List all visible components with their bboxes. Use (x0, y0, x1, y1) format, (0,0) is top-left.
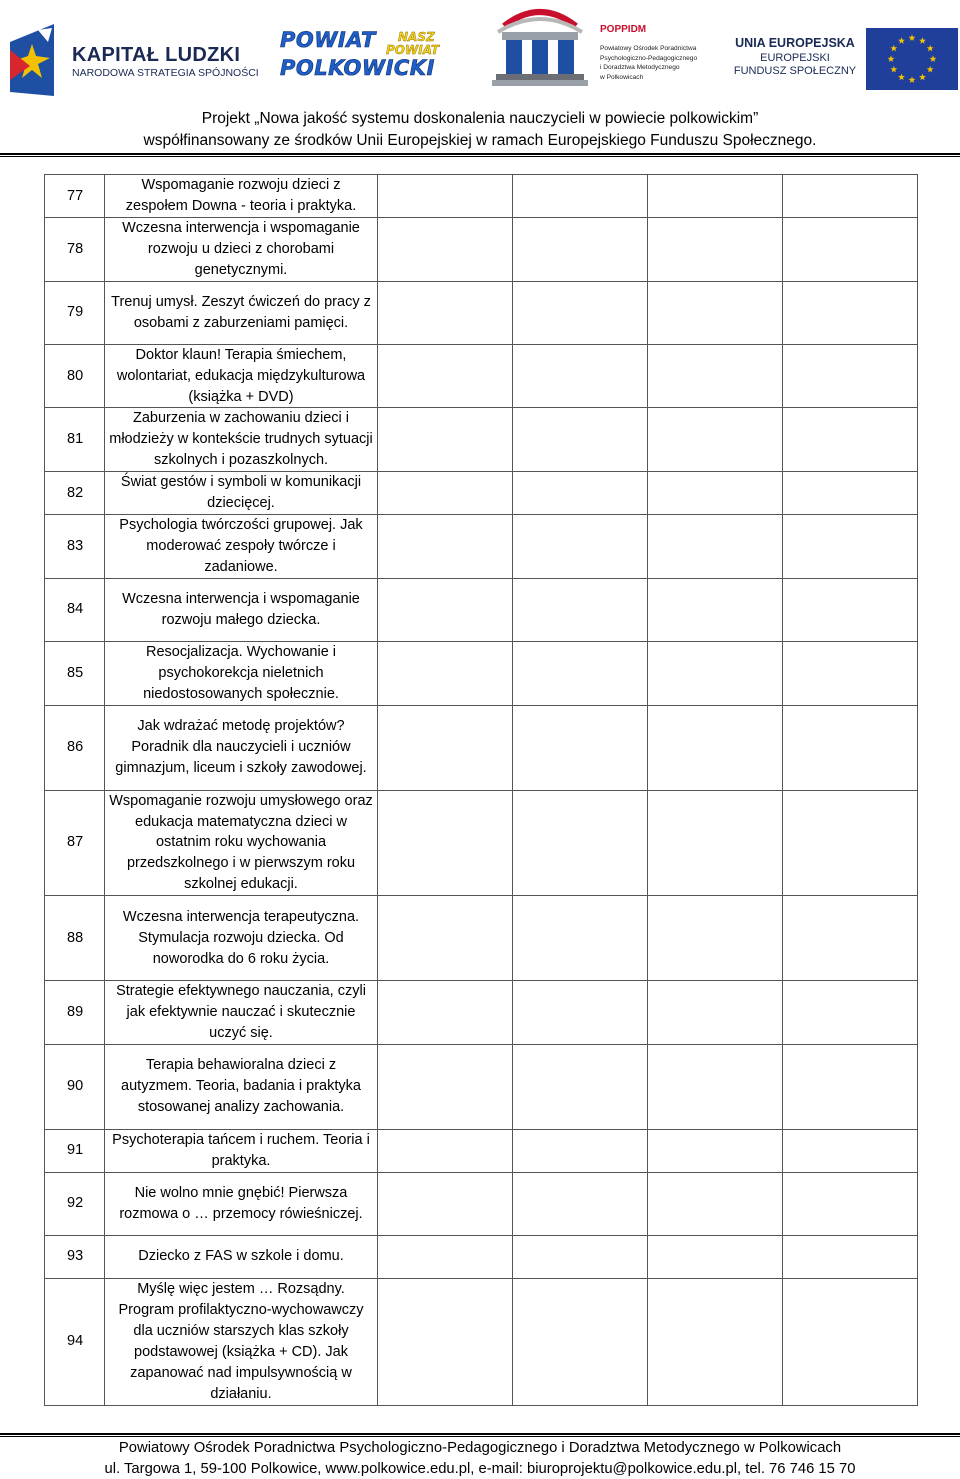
empty-cell (513, 1129, 648, 1172)
row-title: Jak wdrażać metodę projektów? Poradnik dla nauczycieli i uczniów gimnazjum, liceum i szkoły zawodowej. (115, 718, 367, 777)
empty-cell (783, 790, 918, 896)
row-number: 92 (67, 1195, 84, 1212)
row-number-cell (45, 981, 105, 1045)
table-row (45, 896, 918, 981)
powiat-polkowicki-logo (280, 28, 438, 84)
poppidm-line: i Doradztwa Metodycznego (600, 64, 680, 72)
footer-contact: ul. Targowa 1, 59-100 Polkowice, www.polkowice.edu.pl, e-mail: biuroprojektu@polkowice.edu.pl, tel. 76 746 15 70 (104, 1461, 856, 1477)
empty-cell (513, 1235, 648, 1278)
empty-cell (513, 578, 648, 641)
powiat-logo-nasz: NASZ (398, 30, 435, 44)
table-row (45, 981, 918, 1045)
table-row (45, 705, 918, 790)
empty-cell (648, 1235, 783, 1278)
empty-cell (378, 1129, 513, 1172)
row-number-cell (45, 472, 105, 515)
row-number-cell (45, 1172, 105, 1235)
row-title-cell (105, 281, 378, 344)
poppidm-description (600, 44, 697, 82)
empty-cell (783, 705, 918, 790)
table-row (45, 344, 918, 408)
row-number-cell (45, 896, 105, 981)
empty-cell (648, 408, 783, 472)
row-title-cell (105, 1235, 378, 1278)
empty-cell (648, 578, 783, 641)
row-number-cell (45, 578, 105, 641)
eu-flag-icon (866, 28, 958, 90)
empty-cell (783, 578, 918, 641)
empty-cell (648, 641, 783, 705)
powiat-logo-line2: POLKOWICKI (280, 56, 435, 80)
row-number-cell (45, 175, 105, 218)
row-title-cell (105, 218, 378, 282)
header-divider-thin (0, 156, 960, 157)
project-title-line1: Projekt „Nowa jakość systemu doskonalenia nauczycieli w powiecie polkowickim” (201, 110, 759, 127)
empty-cell (378, 1044, 513, 1129)
eu-logo-text (728, 36, 862, 77)
row-title-cell (105, 578, 378, 641)
empty-cell (783, 175, 918, 218)
empty-cell (513, 175, 648, 218)
empty-cell (783, 218, 918, 282)
table-row (45, 515, 918, 579)
row-title: Myślę więc jestem … Rozsądny. Program profilaktyczno-wychowawczy dla uczniów starszych klas szkoły podstawowej (książka + CD). Jak zapanować nad impulsywnością w działaniu. (118, 1281, 364, 1402)
empty-cell (513, 408, 648, 472)
empty-cell (648, 175, 783, 218)
empty-cell (783, 1129, 918, 1172)
empty-cell (783, 981, 918, 1045)
row-number: 79 (67, 304, 84, 321)
row-title-cell (105, 408, 378, 472)
empty-cell (513, 472, 648, 515)
row-number: 80 (67, 367, 84, 384)
empty-cell (378, 218, 513, 282)
row-title-cell (105, 981, 378, 1045)
empty-cell (783, 408, 918, 472)
table-row (45, 790, 918, 896)
empty-cell (648, 981, 783, 1045)
row-number-cell (45, 790, 105, 896)
table-row (45, 641, 918, 705)
footer-divider (0, 1433, 960, 1435)
empty-cell (783, 1044, 918, 1129)
table-row (45, 175, 918, 218)
empty-cell (648, 281, 783, 344)
empty-cell (513, 218, 648, 282)
header-divider (0, 153, 960, 155)
table-row (45, 1172, 918, 1235)
empty-cell (783, 515, 918, 579)
poppidm-line: Powiatowy Ośrodek Poradnictwa (600, 45, 697, 52)
page-header (0, 0, 960, 160)
empty-cell (378, 578, 513, 641)
empty-cell (378, 408, 513, 472)
empty-cell (783, 1172, 918, 1235)
eu-logo-line3: FUNDUSZ SPOŁECZNY (733, 65, 857, 77)
footer-divider-thin (0, 1436, 960, 1437)
empty-cell (513, 641, 648, 705)
row-number: 88 (67, 929, 84, 946)
table-row (45, 1044, 918, 1129)
poppidm-name: POPPIDM (600, 24, 647, 35)
row-title-cell (105, 641, 378, 705)
row-title-cell (105, 344, 378, 408)
row-number-cell (45, 1129, 105, 1172)
empty-cell (648, 515, 783, 579)
empty-cell (648, 472, 783, 515)
poppidm-building-icon (484, 2, 596, 90)
empty-cell (648, 896, 783, 981)
project-title-line2: współfinansowany ze środków Unii Europejskiej w ramach Europejskiego Funduszu Społecznego. (143, 132, 817, 149)
empty-cell (378, 1235, 513, 1278)
powiat-logo-line1: POWIAT (280, 28, 376, 52)
empty-cell (783, 281, 918, 344)
table-row (45, 1235, 918, 1278)
row-title: Nie wolno mnie gnębić! Pierwsza rozmowa o … przemocy rówieśniczej. (119, 1184, 363, 1222)
empty-cell (648, 218, 783, 282)
table-row (45, 1278, 918, 1405)
empty-cell (378, 472, 513, 515)
empty-cell (378, 1172, 513, 1235)
poppidm-line: Psychologiczno-Pedagogicznego (600, 54, 698, 62)
row-number: 77 (67, 187, 84, 204)
row-title: Wczesna interwencja i wspomaganie rozwoju małego dziecka. (122, 590, 360, 628)
empty-cell (783, 641, 918, 705)
row-title: Wspomaganie rozwoju umysłowego oraz edukacja matematyczna dzieci w ostatnim roku wychowania przedszkolnego i w pierwszym roku szkolnej edukacji. (109, 792, 373, 893)
empty-cell (513, 1278, 648, 1405)
empty-cell (378, 641, 513, 705)
row-title-cell (105, 1278, 378, 1405)
row-number-cell (45, 408, 105, 472)
row-number: 85 (67, 664, 84, 681)
row-number-cell (45, 218, 105, 282)
table-row (45, 472, 918, 515)
empty-cell (648, 1044, 783, 1129)
row-title: Psychologia twórczości grupowej. Jak moderować zespoły twórcze i zadaniowe. (119, 517, 363, 575)
row-number-cell (45, 515, 105, 579)
table-row (45, 408, 918, 472)
empty-cell (378, 175, 513, 218)
empty-cell (378, 790, 513, 896)
row-number-cell (45, 344, 105, 408)
row-number-cell (45, 1235, 105, 1278)
row-number: 87 (67, 834, 84, 851)
empty-cell (648, 1129, 783, 1172)
row-title: Resocjalizacja. Wychowanie i psychokorekcja nieletnich niedostosowanych społecznie. (143, 643, 339, 702)
kapital-ludzki-subtitle: NARODOWA STRATEGIA SPÓJNOŚCI (72, 67, 259, 79)
empty-cell (513, 981, 648, 1045)
row-title-cell (105, 175, 378, 218)
row-number-cell (45, 705, 105, 790)
row-title: Wspomaganie rozwoju dzieci z zespołem Downa - teoria i praktyka. (125, 177, 357, 214)
row-title-cell (105, 472, 378, 515)
row-title-cell (105, 790, 378, 896)
empty-cell (513, 705, 648, 790)
row-number: 83 (67, 538, 84, 555)
row-title: Zaburzenia w zachowaniu dzieci i młodzieży w kontekście trudnych sytuacji szkolnych i pozaszkolnych. (109, 410, 373, 469)
row-number-cell (45, 1044, 105, 1129)
row-title-cell (105, 1129, 378, 1172)
kapital-ludzki-title: KAPITAŁ LUDZKI (72, 44, 241, 66)
empty-cell (783, 472, 918, 515)
empty-cell (783, 896, 918, 981)
footer-institution: Powiatowy Ośrodek Poradnictwa Psychologiczno-Pedagogicznego i Doradztwa Metodycznego w Polkowicach (118, 1440, 842, 1456)
eu-logo-line1: UNIA EUROPEJSKA (735, 36, 855, 50)
kapital-ludzki-star-icon (8, 20, 56, 96)
row-number: 89 (67, 1004, 84, 1021)
row-title: Dziecko z FAS w szkole i domu. (138, 1248, 344, 1265)
row-title: Terapia behawioralna dzieci z autyzmem. Teoria, badania i praktyka stosowanej analizy zachowania. (121, 1057, 361, 1116)
row-title-cell (105, 705, 378, 790)
empty-cell (378, 705, 513, 790)
empty-cell (513, 790, 648, 896)
row-number-cell (45, 281, 105, 344)
empty-cell (783, 1235, 918, 1278)
empty-cell (513, 281, 648, 344)
empty-cell (648, 1278, 783, 1405)
row-number-cell (45, 1278, 105, 1405)
empty-cell (378, 981, 513, 1045)
empty-cell (783, 344, 918, 408)
row-title: Wczesna interwencja terapeutyczna. Stymulacja rozwoju dziecka. Od noworodka do 6 roku życia. (122, 908, 360, 967)
empty-cell (513, 344, 648, 408)
row-title: Strategie efektywnego nauczania, czyli jak efektywnie nauczać i skutecznie uczyć się. (116, 983, 366, 1041)
row-number: 90 (67, 1078, 84, 1095)
row-number: 84 (67, 601, 84, 618)
empty-cell (648, 790, 783, 896)
row-number: 86 (67, 739, 84, 756)
empty-cell (378, 515, 513, 579)
empty-cell (648, 344, 783, 408)
row-title-cell (105, 515, 378, 579)
empty-cell (513, 1172, 648, 1235)
row-title: Trenuj umysł. Zeszyt ćwiczeń do pracy z osobami z zaburzeniami pamięci. (111, 293, 371, 331)
row-number: 78 (67, 240, 84, 257)
table-row (45, 578, 918, 641)
table-row (45, 281, 918, 344)
empty-cell (513, 515, 648, 579)
row-title: Psychoterapia tańcem i ruchem. Teoria i praktyka. (112, 1131, 370, 1169)
empty-cell (378, 1278, 513, 1405)
poppidm-line: w Polkowicach (600, 73, 644, 81)
empty-cell (378, 344, 513, 408)
row-number: 82 (67, 484, 84, 501)
empty-cell (648, 1172, 783, 1235)
row-title-cell (105, 1172, 378, 1235)
row-title: Doktor klaun! Terapia śmiechem, wolontariat, edukacja międzykulturowa (książka + DVD) (116, 346, 366, 405)
empty-cell (378, 896, 513, 981)
kapital-ludzki-logo (0, 0, 260, 100)
empty-cell (783, 1278, 918, 1405)
row-number: 81 (67, 431, 84, 448)
row-number: 93 (67, 1248, 84, 1265)
powiat-logo-powiat-small: POWIAT (386, 43, 440, 57)
row-title-cell (105, 1044, 378, 1129)
book-list-table (44, 174, 918, 1406)
table-row (45, 1129, 918, 1172)
row-number: 91 (67, 1142, 84, 1159)
empty-cell (378, 281, 513, 344)
row-title: Świat gestów i symboli w komunikacji dziecięcej. (120, 474, 362, 512)
empty-cell (513, 896, 648, 981)
empty-cell (648, 705, 783, 790)
table-row (45, 218, 918, 282)
row-title: Wczesna interwencja i wspomaganie rozwoju u dzieci z chorobami genetycznymi. (122, 220, 360, 278)
poppidm-logo (484, 2, 698, 90)
row-number: 94 (67, 1333, 84, 1350)
eu-logo-line2: EUROPEJSKI (760, 52, 830, 64)
row-number-cell (45, 641, 105, 705)
row-title-cell (105, 896, 378, 981)
empty-cell (513, 1044, 648, 1129)
